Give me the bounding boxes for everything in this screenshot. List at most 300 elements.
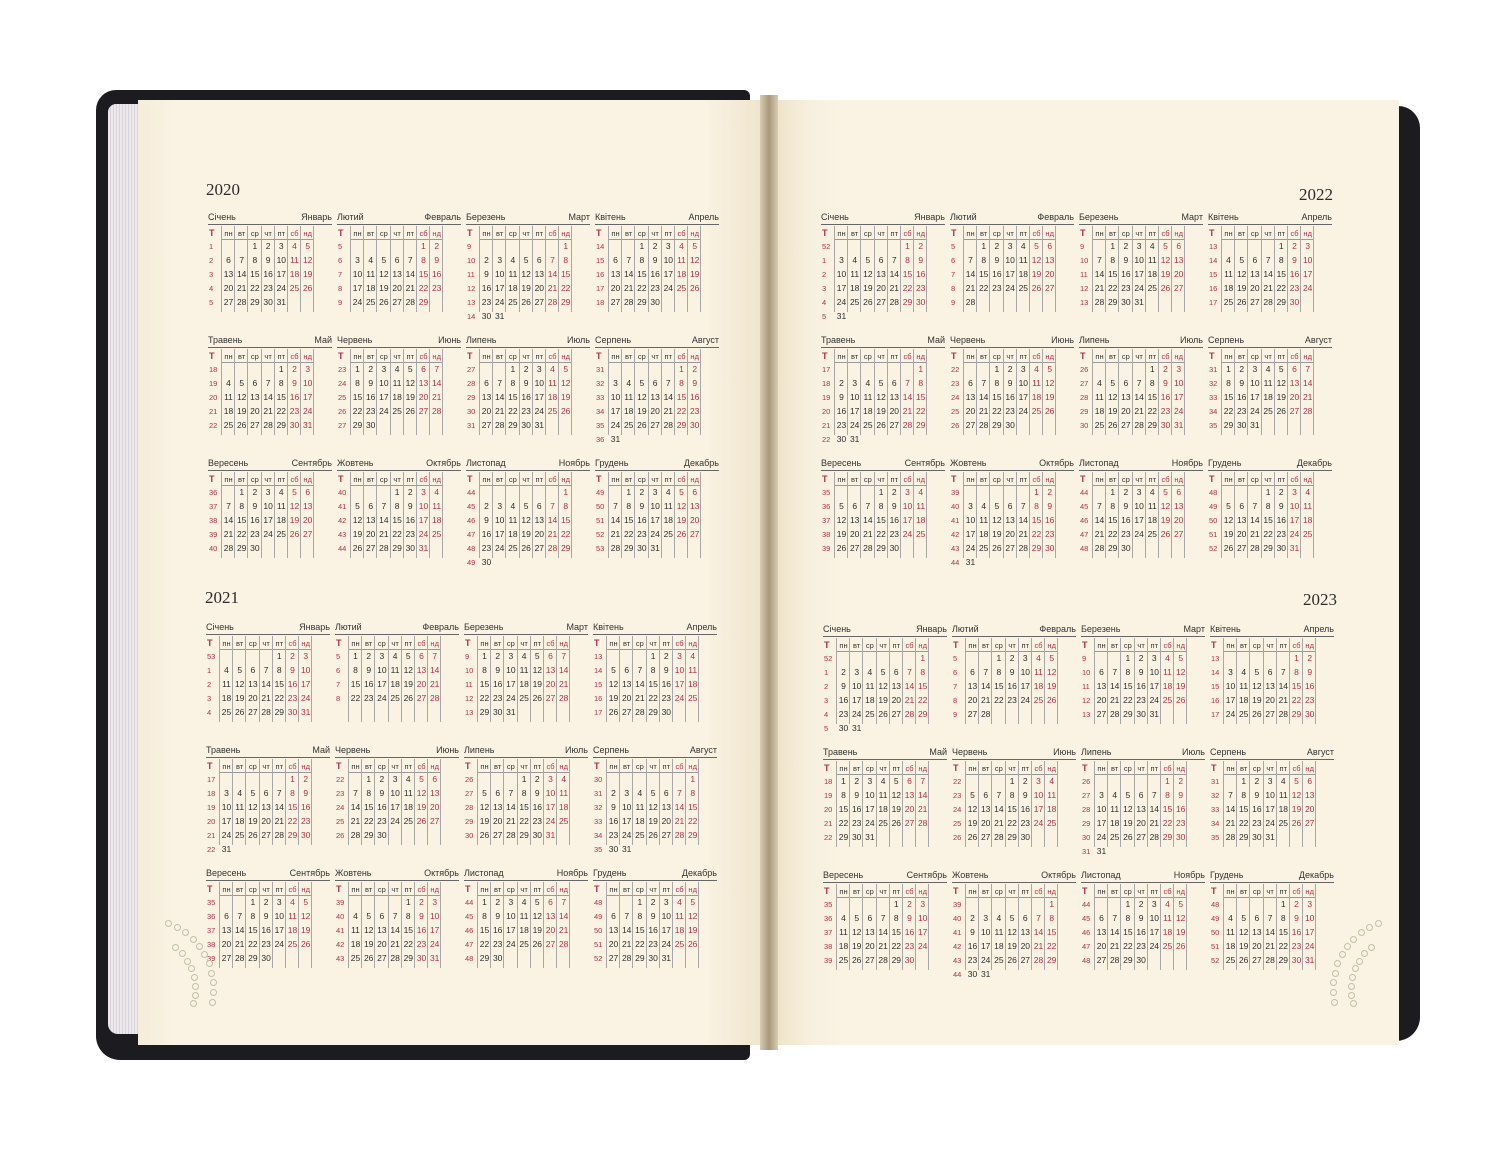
weekday-header: нд xyxy=(430,885,439,894)
week-column-header: Т xyxy=(596,474,602,484)
day-number: 18 xyxy=(978,528,989,539)
day-number: 4 xyxy=(1036,653,1041,663)
month-name-ua: Березень xyxy=(1081,624,1121,634)
day-number: 10 xyxy=(902,500,913,511)
weekday-header: ср xyxy=(250,475,259,484)
day-number: 27 xyxy=(1096,954,1107,965)
day-number: 23 xyxy=(838,708,849,719)
week-number: 13 xyxy=(465,707,474,717)
day-number: 10 xyxy=(276,254,287,265)
day-number: 14 xyxy=(429,664,440,675)
weekday-header: нд xyxy=(1305,641,1314,650)
day-number: 10 xyxy=(1134,500,1144,511)
day-number: 14 xyxy=(350,801,361,812)
day-number: 16 xyxy=(481,528,492,539)
weekday-header: сб xyxy=(290,229,299,238)
week-number: 26 xyxy=(1080,365,1089,374)
day-number: 20 xyxy=(302,514,313,525)
day-number: 23 xyxy=(363,692,374,703)
day-number: 30 xyxy=(532,829,543,840)
day-number: 21 xyxy=(878,940,888,951)
day-number: 5 xyxy=(303,897,309,907)
day-number: 26 xyxy=(863,296,873,307)
day-number: 27 xyxy=(849,542,860,553)
day-number: 16 xyxy=(838,694,849,705)
weekday-header: пн xyxy=(1095,229,1104,238)
weekday-header: сб xyxy=(905,887,914,896)
weekday-header: пт xyxy=(1150,887,1159,896)
weekday-header: чт xyxy=(1137,764,1145,773)
day-number: 28 xyxy=(1302,405,1313,416)
day-number: 5 xyxy=(419,774,424,784)
day-number: 22 xyxy=(250,282,260,293)
week-number: 29 xyxy=(467,392,476,402)
month-calendar xyxy=(335,212,461,316)
day-number: 2 xyxy=(1123,241,1129,251)
day-number: 20 xyxy=(621,692,632,703)
week-number: 27 xyxy=(1080,378,1089,388)
month-header xyxy=(335,745,459,756)
day-number: 13 xyxy=(980,803,991,814)
week-number: 21 xyxy=(207,830,216,840)
day-number: 26 xyxy=(1291,817,1302,828)
day-number: 23 xyxy=(1044,528,1055,539)
day-number: 28 xyxy=(1250,542,1260,553)
month-calendar xyxy=(593,212,719,316)
week-column-header: Т xyxy=(1211,886,1217,896)
day-number: 8 xyxy=(250,910,256,921)
week-number: 42 xyxy=(951,529,960,539)
week-number: 10 xyxy=(467,255,476,265)
day-number: 10 xyxy=(965,514,976,525)
week-number: 14 xyxy=(596,242,605,251)
day-number: 21 xyxy=(429,678,440,689)
month-name-ua: Серпень xyxy=(593,745,630,755)
day-number: 10 xyxy=(663,254,674,265)
week-number: 43 xyxy=(951,543,960,553)
day-number: 12 xyxy=(234,678,245,689)
day-number: 4 xyxy=(1241,666,1247,677)
month-header xyxy=(1079,335,1203,346)
day-number: 10 xyxy=(849,391,860,402)
week-column-header: Т xyxy=(338,474,344,484)
month-header xyxy=(1208,335,1332,346)
month-header xyxy=(1210,747,1334,758)
weekday-header: чт xyxy=(651,475,659,484)
day-number: 24 xyxy=(302,405,313,416)
weekday-header: чт xyxy=(1266,641,1274,650)
weekday-header: чт xyxy=(1006,352,1014,361)
month-header-rule xyxy=(823,636,947,637)
day-number: 19 xyxy=(1291,803,1302,814)
day-number: 24 xyxy=(1225,708,1236,719)
week-column-header: Т xyxy=(207,761,213,771)
day-number: 7 xyxy=(381,500,387,511)
day-number: 2 xyxy=(1138,899,1144,909)
day-number: 18 xyxy=(390,678,400,689)
weekday-header: вт xyxy=(1109,475,1117,484)
day-number: 18 xyxy=(519,924,529,935)
day-number: 23 xyxy=(661,692,672,703)
day-number: 25 xyxy=(403,815,414,826)
month-header xyxy=(952,747,1076,758)
weekday-header: нд xyxy=(303,229,312,238)
day-number: 5 xyxy=(839,500,844,511)
day-number: 5 xyxy=(355,500,360,511)
day-number: 30 xyxy=(1020,831,1031,842)
month-header xyxy=(466,212,590,223)
day-number: 14 xyxy=(1094,268,1105,279)
day-number: 16 xyxy=(492,678,503,689)
day-number: 21 xyxy=(263,405,273,416)
day-number: 29 xyxy=(891,954,902,965)
day-number: 17 xyxy=(917,926,928,937)
day-number: 3 xyxy=(1136,487,1142,497)
month-name-ua: Серпень xyxy=(1208,335,1245,345)
day-number: 11 xyxy=(1263,377,1273,388)
day-number: 9 xyxy=(1239,377,1245,388)
week-column-header: Т xyxy=(207,638,213,648)
day-number: 26 xyxy=(289,528,300,539)
week-number: 39 xyxy=(207,953,216,963)
day-number: 27 xyxy=(1121,419,1131,430)
week-number: 37 xyxy=(209,501,218,511)
day-number: 27 xyxy=(261,829,271,840)
day-number: 11 xyxy=(519,910,529,921)
month-name-ua: Березень xyxy=(466,212,506,222)
day-number: 13 xyxy=(492,801,503,812)
day-number: 27 xyxy=(1236,542,1247,553)
day-number: 23 xyxy=(851,817,862,828)
week-number: 36 xyxy=(822,501,831,511)
weekday-header: сб xyxy=(1292,764,1301,773)
day-number: 4 xyxy=(1165,653,1170,663)
month-name-ua: Травень xyxy=(206,745,241,755)
day-number: 20 xyxy=(1096,940,1107,951)
day-number: 9 xyxy=(891,500,897,511)
day-number: 22 xyxy=(352,405,363,416)
day-number: 26 xyxy=(992,542,1002,553)
week-number: 13 xyxy=(467,297,476,307)
book-gutter xyxy=(760,95,778,1050)
day-number: 19 xyxy=(891,803,902,814)
month-header-rule xyxy=(206,634,330,635)
month-name-ru: Июль xyxy=(567,335,590,345)
day-number: 12 xyxy=(878,680,888,691)
day-number: 31 xyxy=(610,433,621,444)
week-number: 31 xyxy=(1211,777,1220,786)
day-number: 22 xyxy=(519,815,529,826)
day-number: 14 xyxy=(1250,514,1260,525)
day-number: 8 xyxy=(878,500,884,511)
day-number: 27 xyxy=(250,419,260,430)
day-number: 11 xyxy=(635,801,645,812)
day-number: 31 xyxy=(221,843,232,854)
week-number: 46 xyxy=(1080,515,1089,525)
day-number: 24 xyxy=(917,940,928,951)
week-number: 48 xyxy=(1082,955,1091,965)
day-number: 12 xyxy=(1238,926,1249,937)
month-name-ru: Ноябрь xyxy=(558,458,590,468)
week-number: 4 xyxy=(209,283,214,293)
day-number: 4 xyxy=(867,666,873,677)
day-number: 23 xyxy=(1136,940,1146,951)
day-number: 1 xyxy=(421,241,426,251)
week-number: 23 xyxy=(336,788,345,798)
week-number: 9 xyxy=(1082,654,1087,663)
weekday-header: чт xyxy=(649,762,657,771)
month-calendar xyxy=(1077,335,1203,439)
day-number: 8 xyxy=(679,377,684,388)
week-number: 18 xyxy=(824,777,833,786)
day-number: 7 xyxy=(353,787,358,798)
day-number: 2 xyxy=(368,364,374,374)
day-number: 19 xyxy=(1223,528,1234,539)
day-number: 30 xyxy=(904,954,915,965)
day-number: 25 xyxy=(1031,405,1042,416)
day-number: 19 xyxy=(637,405,647,416)
day-number: 30 xyxy=(1136,708,1146,719)
day-number: 19 xyxy=(878,694,888,705)
day-number: 22 xyxy=(287,815,298,826)
day-number: 8 xyxy=(366,787,372,798)
weekday-header: пн xyxy=(966,475,975,484)
day-number: 17 xyxy=(390,801,400,812)
day-number: 17 xyxy=(610,405,621,416)
weekday-header: ср xyxy=(994,887,1003,896)
day-number: 30 xyxy=(967,968,978,979)
day-number: 16 xyxy=(521,391,531,402)
weekday-header: пт xyxy=(1019,475,1028,484)
weekday-header: вт xyxy=(238,229,246,238)
day-number: 21 xyxy=(1033,940,1044,951)
day-number: 10 xyxy=(1265,789,1275,800)
day-number: 14 xyxy=(236,268,247,279)
weekday-header: пн xyxy=(1226,887,1235,896)
day-number: 4 xyxy=(679,241,684,251)
month-calendar xyxy=(950,870,1076,979)
day-number: 19 xyxy=(379,282,389,293)
day-number: 15 xyxy=(978,268,989,279)
day-number: 27 xyxy=(1136,831,1146,842)
weekday-header: чт xyxy=(520,762,528,771)
day-number: 22 xyxy=(994,694,1004,705)
day-number: 30 xyxy=(365,419,376,430)
month-name-ru: Июнь xyxy=(1051,335,1074,345)
weekday-header: вт xyxy=(980,475,988,484)
day-number: 2 xyxy=(907,899,912,909)
day-number: 18 xyxy=(519,678,529,689)
day-number: 11 xyxy=(1163,666,1172,677)
day-number: 16 xyxy=(637,514,647,525)
day-number: 11 xyxy=(839,926,848,937)
day-number: 28 xyxy=(261,706,271,717)
day-number: 31 xyxy=(534,419,545,430)
week-number: 31 xyxy=(1082,846,1091,856)
week-number: 49 xyxy=(1209,501,1218,511)
day-number: 4 xyxy=(880,776,886,786)
day-number: 12 xyxy=(300,910,311,921)
month-name-ru: Апрель xyxy=(686,622,717,632)
week-number: 5 xyxy=(951,242,956,251)
day-number: 27 xyxy=(534,296,545,307)
day-number: 13 xyxy=(221,924,232,935)
day-number: 25 xyxy=(676,282,687,293)
day-number: 28 xyxy=(878,954,888,965)
day-number: 16 xyxy=(1005,391,1015,402)
day-number: 29 xyxy=(1291,708,1302,719)
day-number: 24 xyxy=(1173,405,1184,416)
day-number: 13 xyxy=(1304,789,1315,800)
week-column-header: Т xyxy=(822,351,828,361)
day-number: 16 xyxy=(915,268,926,279)
day-number: 19 xyxy=(532,924,543,935)
week-number: 50 xyxy=(1209,515,1218,525)
day-number: 26 xyxy=(878,708,888,719)
day-number: 12 xyxy=(967,803,978,814)
weekday-header: нд xyxy=(1047,764,1056,773)
day-number: 18 xyxy=(508,528,518,539)
weekday-header: сб xyxy=(288,639,297,648)
day-number: 10 xyxy=(1096,803,1107,814)
day-number: 1 xyxy=(239,487,245,497)
day-number: 16 xyxy=(481,282,492,293)
day-number: 12 xyxy=(479,801,490,812)
day-number: 3 xyxy=(276,897,282,907)
month-header-rule xyxy=(595,347,719,348)
day-number: 19 xyxy=(967,817,978,828)
day-number: 3 xyxy=(663,897,669,907)
day-number: 28 xyxy=(405,296,416,307)
day-number: 29 xyxy=(363,829,374,840)
day-number: 13 xyxy=(418,377,429,388)
day-number: 7 xyxy=(497,377,503,388)
day-number: 1 xyxy=(290,774,295,784)
weekday-header: пт xyxy=(1021,764,1030,773)
day-number: 15 xyxy=(519,801,529,812)
day-number: 9 xyxy=(368,377,374,388)
day-number: 29 xyxy=(287,829,298,840)
day-number: 11 xyxy=(432,500,442,511)
weekday-header: нд xyxy=(1045,229,1054,238)
day-number: 25 xyxy=(687,692,698,703)
day-number: 28 xyxy=(965,296,976,307)
day-number: 26 xyxy=(560,405,571,416)
day-number: 4 xyxy=(510,254,516,265)
day-number: 13 xyxy=(545,664,556,675)
month-name-ru: Ноябрь xyxy=(1171,458,1203,468)
day-number: 13 xyxy=(1096,680,1107,691)
day-number: 3 xyxy=(1267,776,1273,786)
day-number: 28 xyxy=(904,708,915,719)
week-number: 26 xyxy=(338,406,347,416)
weekday-header: нд xyxy=(1303,229,1312,238)
day-number: 18 xyxy=(849,282,860,293)
day-number: 4 xyxy=(1097,377,1102,388)
week-number: 5 xyxy=(822,311,827,321)
day-number: 3 xyxy=(1252,364,1258,374)
day-number: 18 xyxy=(547,391,558,402)
day-number: 20 xyxy=(416,678,427,689)
day-number: 3 xyxy=(508,651,514,661)
day-number: 17 xyxy=(545,801,556,812)
month-name-ru: Сентябрь xyxy=(906,870,947,880)
week-number: 46 xyxy=(465,925,474,935)
day-number: 29 xyxy=(637,296,647,307)
day-number: 29 xyxy=(1278,954,1289,965)
day-number: 24 xyxy=(221,829,232,840)
month-header xyxy=(1079,212,1203,223)
week-number: 16 xyxy=(1209,283,1218,293)
week-number: 28 xyxy=(467,378,476,388)
weekday-header: сб xyxy=(290,352,299,361)
day-number: 2 xyxy=(407,487,413,497)
week-number: 15 xyxy=(594,679,603,689)
month-header-rule xyxy=(1210,882,1334,883)
weekday-header: пт xyxy=(662,762,671,771)
month-header-rule xyxy=(821,470,945,471)
day-number: 31 xyxy=(545,829,556,840)
day-number: 5 xyxy=(405,651,411,661)
week-number: 48 xyxy=(465,953,474,963)
day-number: 9 xyxy=(839,391,844,402)
ornament-dot xyxy=(1356,958,1363,965)
month-name-ua: Липень xyxy=(464,745,495,755)
day-number: 15 xyxy=(1031,514,1042,525)
day-number: 16 xyxy=(365,391,376,402)
day-number: 30 xyxy=(689,419,700,430)
month-header-rule xyxy=(206,880,330,881)
day-number: 24 xyxy=(379,405,389,416)
day-number: 16 xyxy=(1007,680,1017,691)
day-number: 13 xyxy=(1252,926,1262,937)
weekday-header: пн xyxy=(837,229,846,238)
day-number: 3 xyxy=(265,487,271,497)
week-number: 35 xyxy=(1211,832,1220,842)
week-number: 19 xyxy=(209,378,218,388)
month-header-rule xyxy=(593,757,717,758)
month-calendar xyxy=(462,868,588,972)
day-number: 22 xyxy=(1123,940,1133,951)
month-header-rule xyxy=(466,347,590,348)
day-number: 14 xyxy=(674,801,685,812)
day-number: 20 xyxy=(392,282,402,293)
day-number: 15 xyxy=(1107,514,1118,525)
day-number: 8 xyxy=(1226,377,1231,388)
day-number: 21 xyxy=(405,282,416,293)
day-number: 27 xyxy=(967,708,978,719)
day-number: 5 xyxy=(250,787,256,798)
weekday-header: пт xyxy=(1021,887,1030,896)
day-number: 8 xyxy=(510,377,516,388)
day-number: 14 xyxy=(980,680,991,691)
day-number: 12 xyxy=(1175,912,1186,923)
day-number: 15 xyxy=(838,803,849,814)
weekday-header: ср xyxy=(506,639,515,648)
day-number: 25 xyxy=(1147,282,1158,293)
day-number: 16 xyxy=(250,514,260,525)
week-number: 14 xyxy=(1209,255,1218,265)
weekday-header: вт xyxy=(623,885,631,894)
day-number: 22 xyxy=(687,815,698,826)
day-number: 30 xyxy=(405,542,416,553)
day-number: 10 xyxy=(300,664,311,675)
week-number: 46 xyxy=(1082,927,1091,937)
week-number: 42 xyxy=(336,939,345,949)
day-number: 19 xyxy=(1276,391,1287,402)
week-number: 17 xyxy=(822,365,831,374)
day-number: 25 xyxy=(223,419,234,430)
